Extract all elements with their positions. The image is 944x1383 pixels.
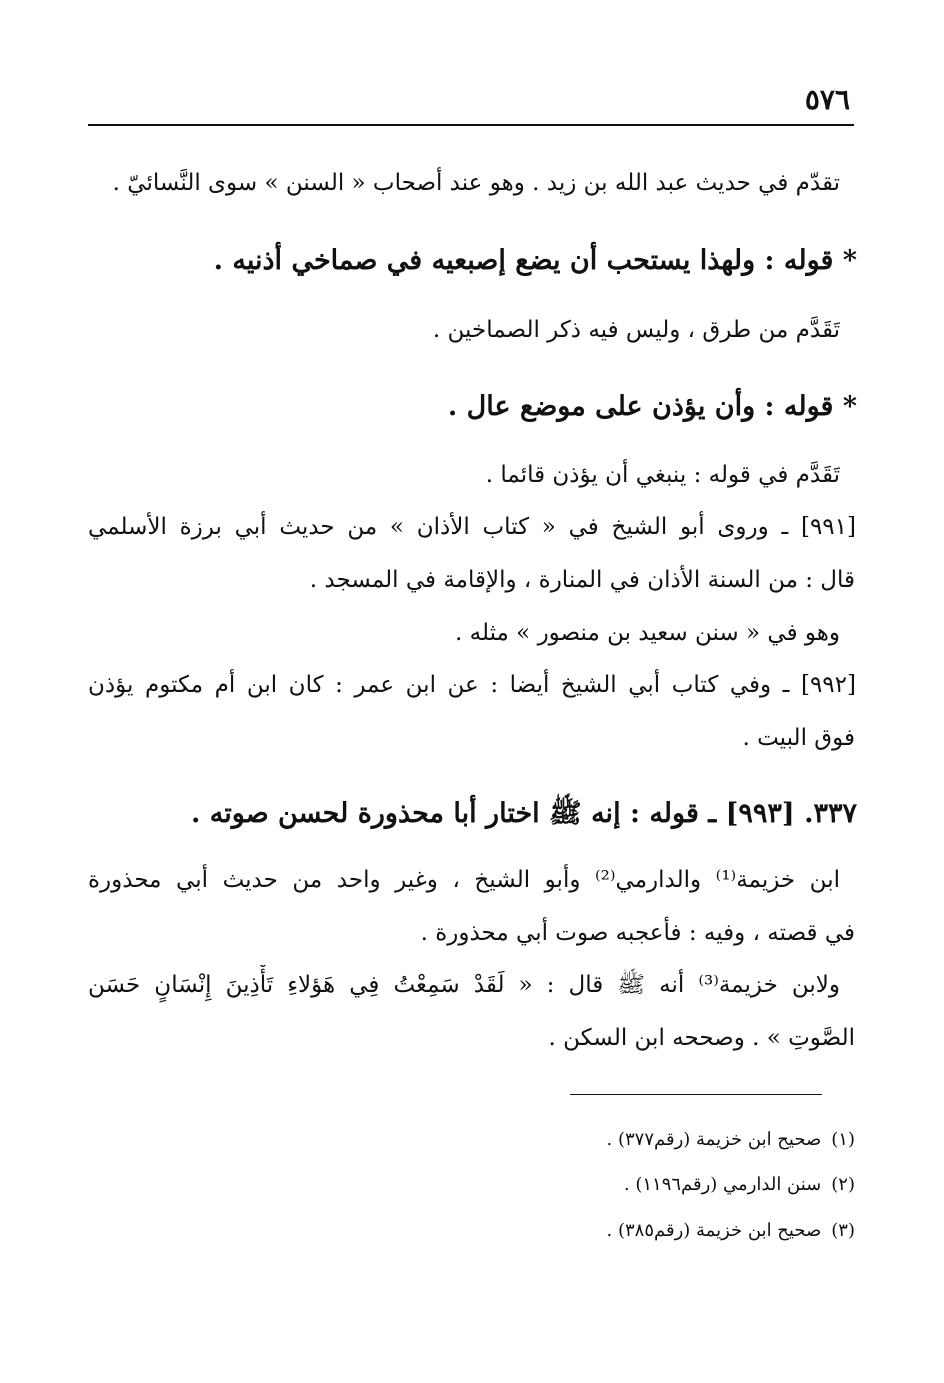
body-line: ابن خزيمة⁽¹⁾ والدارمي⁽²⁾ وأبو الشيخ ، وغير واحد من حديث أبي محذورة: [88, 867, 840, 893]
footnote-number: (٢): [831, 1174, 855, 1195]
body-line: تَقَدَّم في قوله : ينبغي أن يؤذن قائما .: [485, 462, 840, 488]
asterisk-marker: *: [842, 391, 857, 422]
heading-text: قوله : وأن يؤذن على موضع عال .: [447, 391, 834, 422]
footnote: [500, 1123, 855, 1159]
footnote: [500, 1214, 855, 1250]
numbered-heading: ٣٣٧. [٩٩٣] ـ قوله : إنه ﷺ اختار أبا محذورة لحسن صوته .: [190, 798, 857, 829]
body-line: تَقَدَّم من طرق ، وليس فيه ذكر الصماخين .: [432, 317, 840, 343]
footnote-separator: [570, 1094, 822, 1095]
body-line: في قصته ، وفيه : فأعجبه صوت أبي محذورة .: [420, 920, 855, 946]
footnote-number: (١): [831, 1129, 855, 1150]
body-line: وهو في « سنن سعيد بن منصور » مثله .: [455, 620, 840, 646]
body-line: قال : من السنة الأذان في المنارة ، والإقامة في المسجد .: [309, 567, 855, 593]
asterisk-marker: *: [842, 245, 857, 276]
header-rule: [88, 124, 854, 126]
footnote-text: صحيح ابن خزيمة (رقم٣٨٥) .: [606, 1220, 822, 1241]
footnote-number: (٣): [831, 1220, 855, 1241]
body-line: تقدّم في حديث عبد الله بن زيد . وهو عند أصحاب « السنن » سوى النَّسائيّ .: [112, 170, 840, 196]
footnote-text: سنن الدارمي (رقم١١٩٦) .: [623, 1174, 822, 1195]
body-line: فوق البيت .: [742, 725, 855, 751]
heading-text: قوله : ولهذا يستحب أن يضع إصبعيه في صماخي أذنيه .: [213, 245, 834, 276]
body-line: ولابن خزيمة⁽³⁾ أنه ﷺ قال : « لَقَدْ سَمِعْتُ فِي هَؤلاءِ تَأْذِينَ إِنْسَانٍ حَسَن: [88, 972, 840, 998]
section-heading: [135, 237, 857, 285]
footnote: [500, 1168, 855, 1204]
page-number: ٥٧٦: [804, 83, 850, 116]
body-line: [٩٩١] ـ وروى أبو الشيخ في « كتاب الأذان » من حديث أبي برزة الأسلمي: [88, 514, 856, 540]
body-line: [٩٩٢] ـ وفي كتاب أبي الشيخ أيضا : عن ابن عمر : كان ابن أم مكتوم يؤذن: [88, 672, 856, 698]
footnote-text: صحيح ابن خزيمة (رقم٣٧٧) .: [606, 1129, 822, 1150]
section-heading: [400, 383, 857, 431]
body-line: الصَّوتِ » . وصححه ابن السكن .: [548, 1025, 855, 1051]
